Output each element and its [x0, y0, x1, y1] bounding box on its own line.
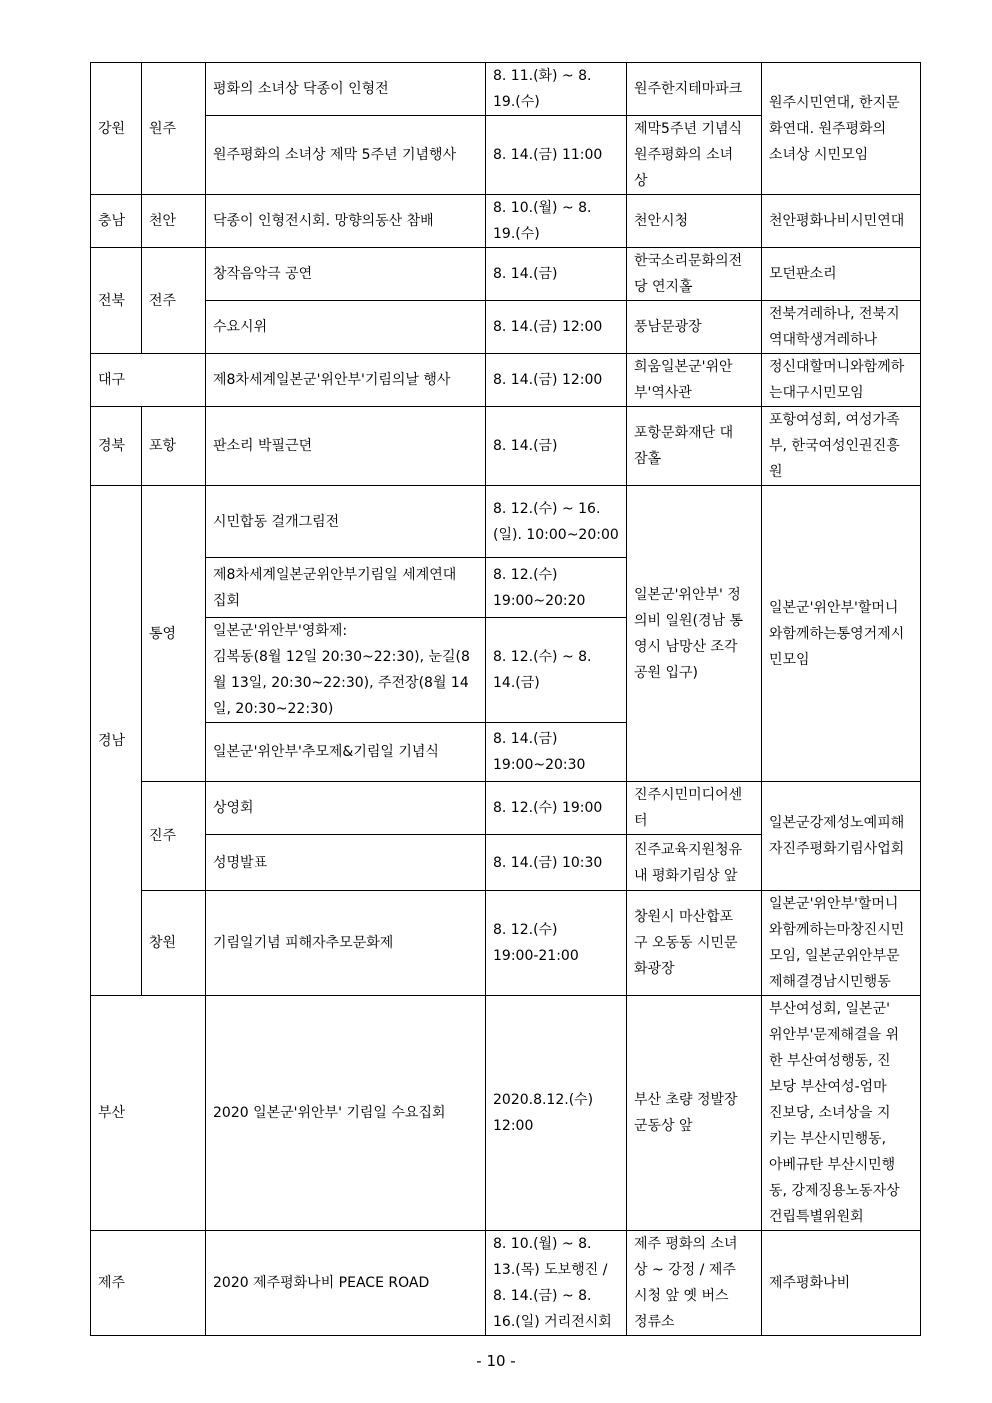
cell-line: 19:00~20:20	[493, 592, 586, 609]
cell-region: 경남	[91, 486, 142, 996]
cell-line: 정신대할머니와함께하	[769, 359, 905, 375]
cell-region: 강원	[91, 63, 142, 195]
cell-line: 8. 12.(수)	[493, 922, 558, 938]
cell-line: 진주시민미디어센	[634, 787, 743, 803]
cell-event	[206, 1231, 486, 1336]
cell-line: 와함께하는통영거제시	[769, 625, 905, 642]
cell-line: 포항문화재단 대	[634, 425, 734, 441]
cell-city: 포항	[142, 407, 206, 486]
cell-date	[486, 782, 627, 835]
cell-line: 화연대. 원주평화의	[769, 120, 887, 137]
cell-line: 19:00-21:00	[493, 948, 579, 964]
table-row	[91, 354, 921, 407]
cell-event	[206, 354, 486, 407]
cell-venue	[627, 996, 762, 1231]
cell-line: 부산 초량 정발장	[634, 1092, 738, 1108]
table-row	[91, 486, 921, 558]
cell-line: 닥종이 인형전시회. 망향의동산 참배	[213, 213, 434, 229]
events-table	[90, 62, 921, 1336]
cell-line: 8. 14.(금) 12:00	[493, 372, 603, 388]
cell-line: 와함께하는마창진시민	[769, 922, 905, 938]
cell-line: 창작음악극 공연	[213, 266, 313, 282]
cell-date	[486, 301, 627, 354]
cell-line: 집회	[213, 592, 241, 609]
cell-org	[762, 407, 921, 486]
cell-line: 풍남문광장	[634, 319, 702, 335]
cell-city: 천안	[142, 195, 206, 248]
cell-line: 8. 11.(화) ~ 8.	[493, 68, 592, 84]
cell-org	[762, 63, 921, 195]
cell-event	[206, 63, 486, 116]
cell-venue	[627, 354, 762, 407]
cell-line: 키는 부산시민행동,	[769, 1131, 887, 1147]
cell-venue	[627, 782, 762, 835]
cell-org	[762, 891, 921, 996]
cell-event	[206, 558, 486, 618]
cell-region: 충남	[91, 195, 142, 248]
cell-event	[206, 835, 486, 891]
cell-line: 일, 20:30~22:30)	[213, 701, 334, 717]
table-row	[91, 891, 921, 996]
cell-line: 군동상 앞	[634, 1118, 693, 1134]
cell-line: 모임, 일본군위안부문	[769, 948, 900, 964]
cell-line: 부'역사관	[634, 385, 692, 401]
cell-line: 터	[634, 813, 648, 829]
cell-line: 일본군'위안부'추모제&기림일 기념식	[213, 744, 439, 760]
cell-date	[486, 486, 627, 558]
cell-region: 부산	[91, 996, 206, 1231]
cell-venue	[627, 407, 762, 486]
cell-line: 동, 강제징용노동자상	[769, 1183, 900, 1199]
cell-line: 8. 14.(금)	[493, 731, 558, 747]
cell-line: 수요시위	[213, 319, 268, 335]
cell-line: 김복동(8월 12일 20:30~22:30), 눈길(8	[213, 649, 470, 665]
cell-venue	[627, 195, 762, 248]
cell-line: 월 13일, 20:30~22:30), 주전장(8월 14	[213, 675, 469, 691]
cell-line: 원주한지테마파크	[634, 81, 743, 97]
cell-line: 일본군'위안부'영화제:	[213, 623, 348, 639]
cell-venue	[627, 63, 762, 116]
cell-line: 2020 일본군'위안부' 기림일 수요집회	[213, 1105, 446, 1121]
cell-event	[206, 782, 486, 835]
table-row	[91, 407, 921, 486]
cell-line: 원주평화의 소녀상 제막 5주년 기념행사	[213, 147, 457, 163]
cell-line: 역대학생겨레하나	[769, 332, 878, 348]
cell-org	[762, 486, 921, 782]
cell-date	[486, 1231, 627, 1336]
cell-line: 상	[634, 173, 648, 189]
cell-event	[206, 618, 486, 723]
cell-line: 8. 14.(금)	[493, 266, 558, 282]
table-row	[91, 782, 921, 835]
cell-line: 13.(목) 도보행진 /	[493, 1262, 608, 1278]
cell-line: 19.(수)	[493, 94, 540, 110]
cell-event	[206, 116, 486, 195]
cell-city: 통영	[142, 486, 206, 782]
cell-org	[762, 996, 921, 1231]
cell-line: 8. 12.(수) ~ 8.	[493, 649, 592, 665]
cell-line: 원주시민연대, 한지문	[769, 94, 900, 111]
cell-line: 진주교육지원청유	[634, 841, 743, 858]
cell-date	[486, 354, 627, 407]
cell-line: 2020 제주평화나비 PEACE ROAD	[213, 1275, 430, 1291]
cell-event	[206, 996, 486, 1231]
table-row	[91, 301, 921, 354]
cell-venue	[627, 891, 762, 996]
cell-line: 내 평화기림상 앞	[634, 867, 738, 884]
cell-venue	[627, 835, 762, 891]
cell-line: 8. 14.(금) ~ 8.	[493, 1288, 592, 1304]
cell-line: 자진주평화기림사업회	[769, 841, 905, 857]
cell-line: 16.(일) 거리전시회	[493, 1314, 612, 1330]
cell-city: 진주	[142, 782, 206, 891]
cell-region: 경북	[91, 407, 142, 486]
cell-region: 대구	[91, 354, 206, 407]
cell-line: 의비 일원(경남 통	[634, 612, 744, 629]
cell-line: 제주평화나비	[769, 1275, 851, 1291]
cell-org	[762, 301, 921, 354]
cell-line: 8. 14.(금) 12:00	[493, 319, 603, 335]
cell-org	[762, 1231, 921, 1336]
cell-venue	[627, 116, 762, 195]
cell-date	[486, 248, 627, 301]
cell-line: 성명발표	[213, 854, 268, 871]
cell-line: 2020.8.12.(수)	[493, 1092, 594, 1108]
cell-line: 잠홀	[634, 451, 662, 467]
cell-line: 제막5주년 기념식	[634, 121, 743, 137]
table-row	[91, 63, 921, 116]
cell-line: 기림일기념 피해자추모문화제	[213, 935, 394, 951]
cell-city: 전주	[142, 248, 206, 354]
cell-date	[486, 618, 627, 723]
cell-date	[486, 116, 627, 195]
cell-line: 부산여성회, 일본군'	[769, 1001, 890, 1017]
cell-line: 12:00	[493, 1118, 534, 1134]
cell-line: 제주 평화의 소녀	[634, 1236, 738, 1252]
cell-org	[762, 782, 921, 891]
cell-line: 위안부'문제해결을 위	[769, 1027, 900, 1043]
cell-line: 시청 앞 옛 버스	[634, 1288, 729, 1304]
cell-line: 구 오동동 시민문	[634, 935, 738, 951]
table-row	[91, 996, 921, 1231]
cell-line: 19:00~20:30	[493, 757, 586, 773]
table-row	[91, 248, 921, 301]
cell-line: 상 ~ 강정 / 제주	[634, 1262, 736, 1278]
cell-line: 민모임	[769, 651, 810, 668]
cell-line: 8. 12.(수) 19:00	[493, 800, 603, 816]
cell-date	[486, 558, 627, 618]
page-number: - 10 -	[476, 1352, 516, 1370]
cell-line: 소녀상 시민모임	[769, 146, 869, 163]
cell-line: 8. 14.(금) 11:00	[493, 147, 603, 163]
cell-org	[762, 195, 921, 248]
cell-event	[206, 891, 486, 996]
cell-venue	[627, 486, 762, 782]
cell-line: 아베규탄 부산시민행	[769, 1157, 896, 1173]
cell-line: 일본군'위안부' 정	[634, 586, 741, 603]
cell-line: 건립특별위원회	[769, 1209, 864, 1225]
cell-line: 19.(수)	[493, 226, 540, 242]
cell-line: 8. 14.(금) 10:30	[493, 854, 603, 871]
cell-line: 8. 12.(수)	[493, 566, 558, 583]
cell-line: 진보당, 소녀상을 지	[769, 1105, 891, 1121]
cell-line: 상영회	[213, 800, 254, 816]
cell-event	[206, 248, 486, 301]
cell-event	[206, 723, 486, 782]
cell-line: 부, 한국여성인권진흥	[769, 438, 900, 454]
cell-venue	[627, 301, 762, 354]
cell-date	[486, 835, 627, 891]
cell-date	[486, 996, 627, 1231]
cell-line: 천안평화나비시민연대	[769, 213, 905, 229]
cell-line: 한 부산여성행동, 진	[769, 1053, 891, 1069]
table-row	[91, 1231, 921, 1336]
cell-region: 제주	[91, 1231, 206, 1336]
table-row	[91, 195, 921, 248]
cell-line: 판소리 박필근뎐	[213, 438, 313, 454]
cell-line: 보당 부산여성-엄마	[769, 1079, 887, 1095]
cell-line: 창원시 마산합포	[634, 909, 734, 925]
cell-line: 전북겨레하나, 전북지	[769, 306, 900, 322]
events-table-body	[91, 63, 921, 1336]
cell-region: 전북	[91, 248, 142, 354]
cell-line: 당 연지홀	[634, 279, 693, 295]
cell-line: 화광장	[634, 961, 675, 977]
cell-line: 천안시청	[634, 213, 689, 229]
cell-line: (일). 10:00~20:00	[493, 526, 619, 543]
cell-line: 14.(금)	[493, 675, 540, 691]
cell-line: 포항여성회, 여성가족	[769, 412, 900, 428]
cell-org	[762, 248, 921, 301]
cell-line: 8. 14.(금)	[493, 438, 558, 454]
cell-line: 8. 12.(수) ~ 16.	[493, 500, 601, 517]
cell-date	[486, 63, 627, 116]
cell-event	[206, 407, 486, 486]
cell-org	[762, 354, 921, 407]
cell-event	[206, 195, 486, 248]
cell-line: 영시 남망산 조각	[634, 638, 738, 655]
cell-line: 정류소	[634, 1314, 675, 1330]
cell-line: 평화의 소녀상 닥종이 인형전	[213, 81, 389, 97]
cell-line: 희움일본군'위안	[634, 359, 733, 375]
cell-line: 는대구시민모임	[769, 385, 864, 401]
cell-line: 시민합동 걸개그림전	[213, 513, 340, 530]
cell-line: 제8차세계일본군'위안부'기림의날 행사	[213, 372, 451, 388]
cell-venue	[627, 248, 762, 301]
cell-date	[486, 195, 627, 248]
cell-venue	[627, 1231, 762, 1336]
cell-event	[206, 301, 486, 354]
cell-city: 원주	[142, 63, 206, 195]
cell-line: 일본군'위안부'할머니	[769, 896, 899, 912]
cell-line: 일본군강제성노예피해	[769, 815, 905, 831]
cell-line: 한국소리문화의전	[634, 253, 743, 269]
cell-line: 8. 10.(월) ~ 8.	[493, 1236, 592, 1252]
cell-line: 8. 10.(월) ~ 8.	[493, 200, 592, 216]
cell-line: 제해결경남시민행동	[769, 974, 891, 990]
cell-date	[486, 407, 627, 486]
cell-date	[486, 891, 627, 996]
cell-city: 창원	[142, 891, 206, 996]
cell-line: 모던판소리	[769, 266, 837, 282]
cell-line: 제8차세계일본군위안부기림일 세계연대	[213, 566, 457, 583]
cell-line: 공원 입구)	[634, 664, 699, 681]
cell-line: 원	[769, 464, 783, 480]
cell-date	[486, 723, 627, 782]
cell-line: 일본군'위안부'할머니	[769, 599, 899, 616]
cell-event	[206, 486, 486, 558]
cell-line: 원주평화의 소녀	[634, 147, 734, 163]
